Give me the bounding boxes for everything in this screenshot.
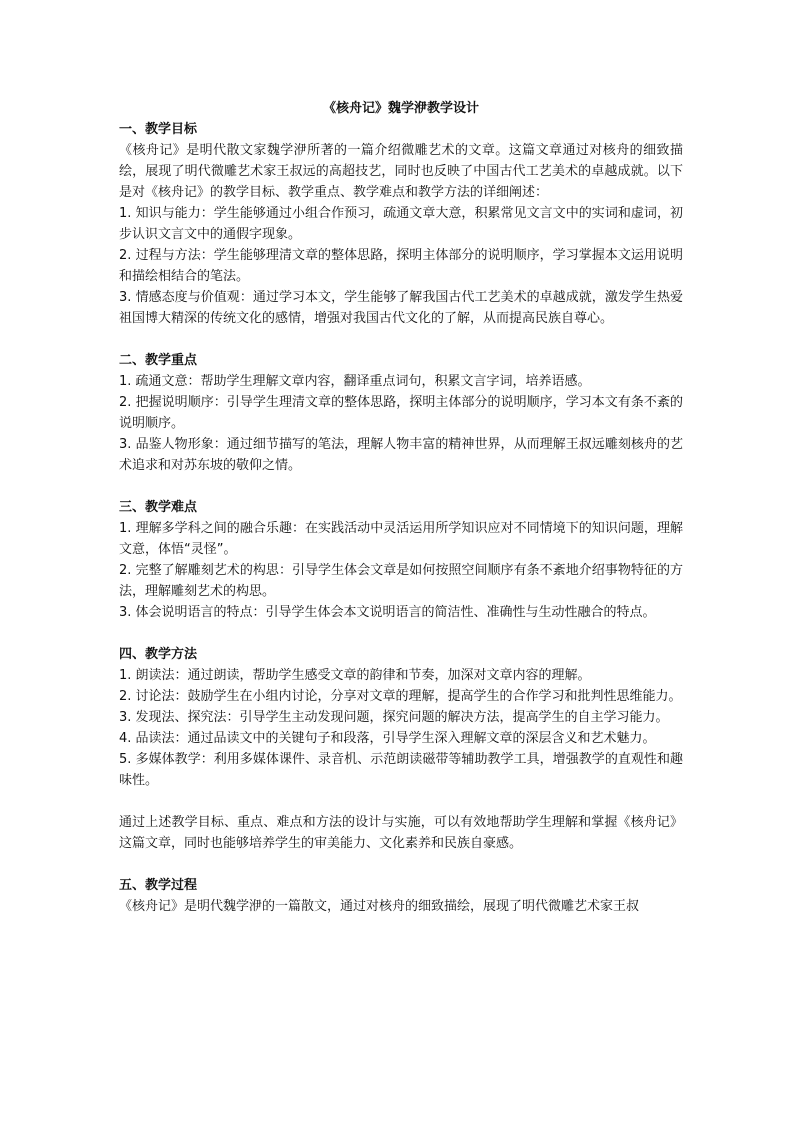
list-item: 5. 多媒体教学：利用多媒体课件、录音机、示范朗读磁带等辅助教学工具，增强教学的直观性和趣味性。 <box>119 752 683 788</box>
list-item: 2. 完整了解雕刻艺术的构思：引导学生体会文章是如何按照空间顺序有条不紊地介绍事物特征的方法，理解雕刻艺术的构思。 <box>119 563 683 599</box>
section-heading-objectives: 一、教学目标 <box>119 122 198 137</box>
summary-paragraph: 通过上述教学目标、重点、难点和方法的设计与实施，可以有效地帮助学生理解和掌握《核舟记》这篇文章，同时也能够培养学生的审美能力、文化素养和民族自豪感。 <box>119 815 683 851</box>
section-heading-key-points: 二、教学重点 <box>119 353 198 368</box>
list-item: 2. 讨论法：鼓励学生在小组内讨论，分享对文章的理解，提高学生的合作学习和批判性思维能力。 <box>119 689 682 704</box>
section-heading-difficulties: 三、教学难点 <box>119 500 198 515</box>
list-item: 4. 品读法：通过品读文中的关键句子和段落，引导学生深入理解文章的深层含义和艺术魅力。 <box>119 731 656 746</box>
document-page <box>119 98 683 917</box>
list-item: 3. 发现法、探究法：引导学生主动发现问题，探究问题的解决方法，提高学生的自主学习能力。 <box>119 710 669 725</box>
section-heading-methods: 四、教学方法 <box>119 647 198 662</box>
list-item: 1. 理解多学科之间的融合乐趣：在实践活动中灵活运用所学知识应对不同情境下的知识问题，理解文意，体悟“灵怪”。 <box>119 521 683 557</box>
list-item: 2. 过程与方法：学生能够理清文章的整体思路，探明主体部分的说明顺序，学习掌握本文运用说明和描绘相结合的笔法。 <box>119 248 683 284</box>
list-item: 1. 朗读法：通过朗读，帮助学生感受文章的韵律和节奏，加深对文章内容的理解。 <box>119 668 591 683</box>
list-item: 3. 品鉴人物形象：通过细节描写的笔法，理解人物丰富的精神世界，从而理解王叔远雕刻核舟的艺术追求和对苏东坡的敬仰之情。 <box>119 437 683 473</box>
list-item: 3. 体会说明语言的特点：引导学生体会本文说明语言的简洁性、准确性与生动性融合的特点。 <box>119 605 656 620</box>
list-item: 2. 把握说明顺序：引导学生理清文章的整体思路，探明主体部分的说明顺序，学习本文有条不紊的说明顺序。 <box>119 395 683 431</box>
document-title: 《核舟记》魏学洢教学设计 <box>322 101 479 116</box>
list-item: 1. 知识与能力：学生能够通过小组合作预习，疏通文章大意，积累常见文言文中的实词和虚词，初步认识文言文中的通假字现象。 <box>119 206 683 242</box>
list-item: 3. 情感态度与价值观：通过学习本文，学生能够了解我国古代工艺美术的卓越成就，激发学生热爱祖国博大精深的传统文化的感情，增强对我国古代文化的了解，从而提高民族自尊心。 <box>119 290 683 326</box>
objectives-intro: 《核舟记》是明代散文家魏学洢所著的一篇介绍微雕艺术的文章。这篇文章通过对核舟的细致描绘，展现了明代微雕艺术家王叔远的高超技艺，同时也反映了中国古代工艺美术的卓越成就。以下是对《核舟记》的教学目标、教学重点、教学难点和教学方法的详细阐述： <box>119 143 683 200</box>
list-item: 1. 疏通文意：帮助学生理解文章内容，翻译重点词句，积累文言字词，培养语感。 <box>119 374 591 389</box>
process-intro: 《核舟记》是明代魏学洢的一篇散文，通过对核舟的细致描绘，展现了明代微雕艺术家王叔 <box>119 899 640 914</box>
section-heading-process: 五、教学过程 <box>119 878 198 893</box>
